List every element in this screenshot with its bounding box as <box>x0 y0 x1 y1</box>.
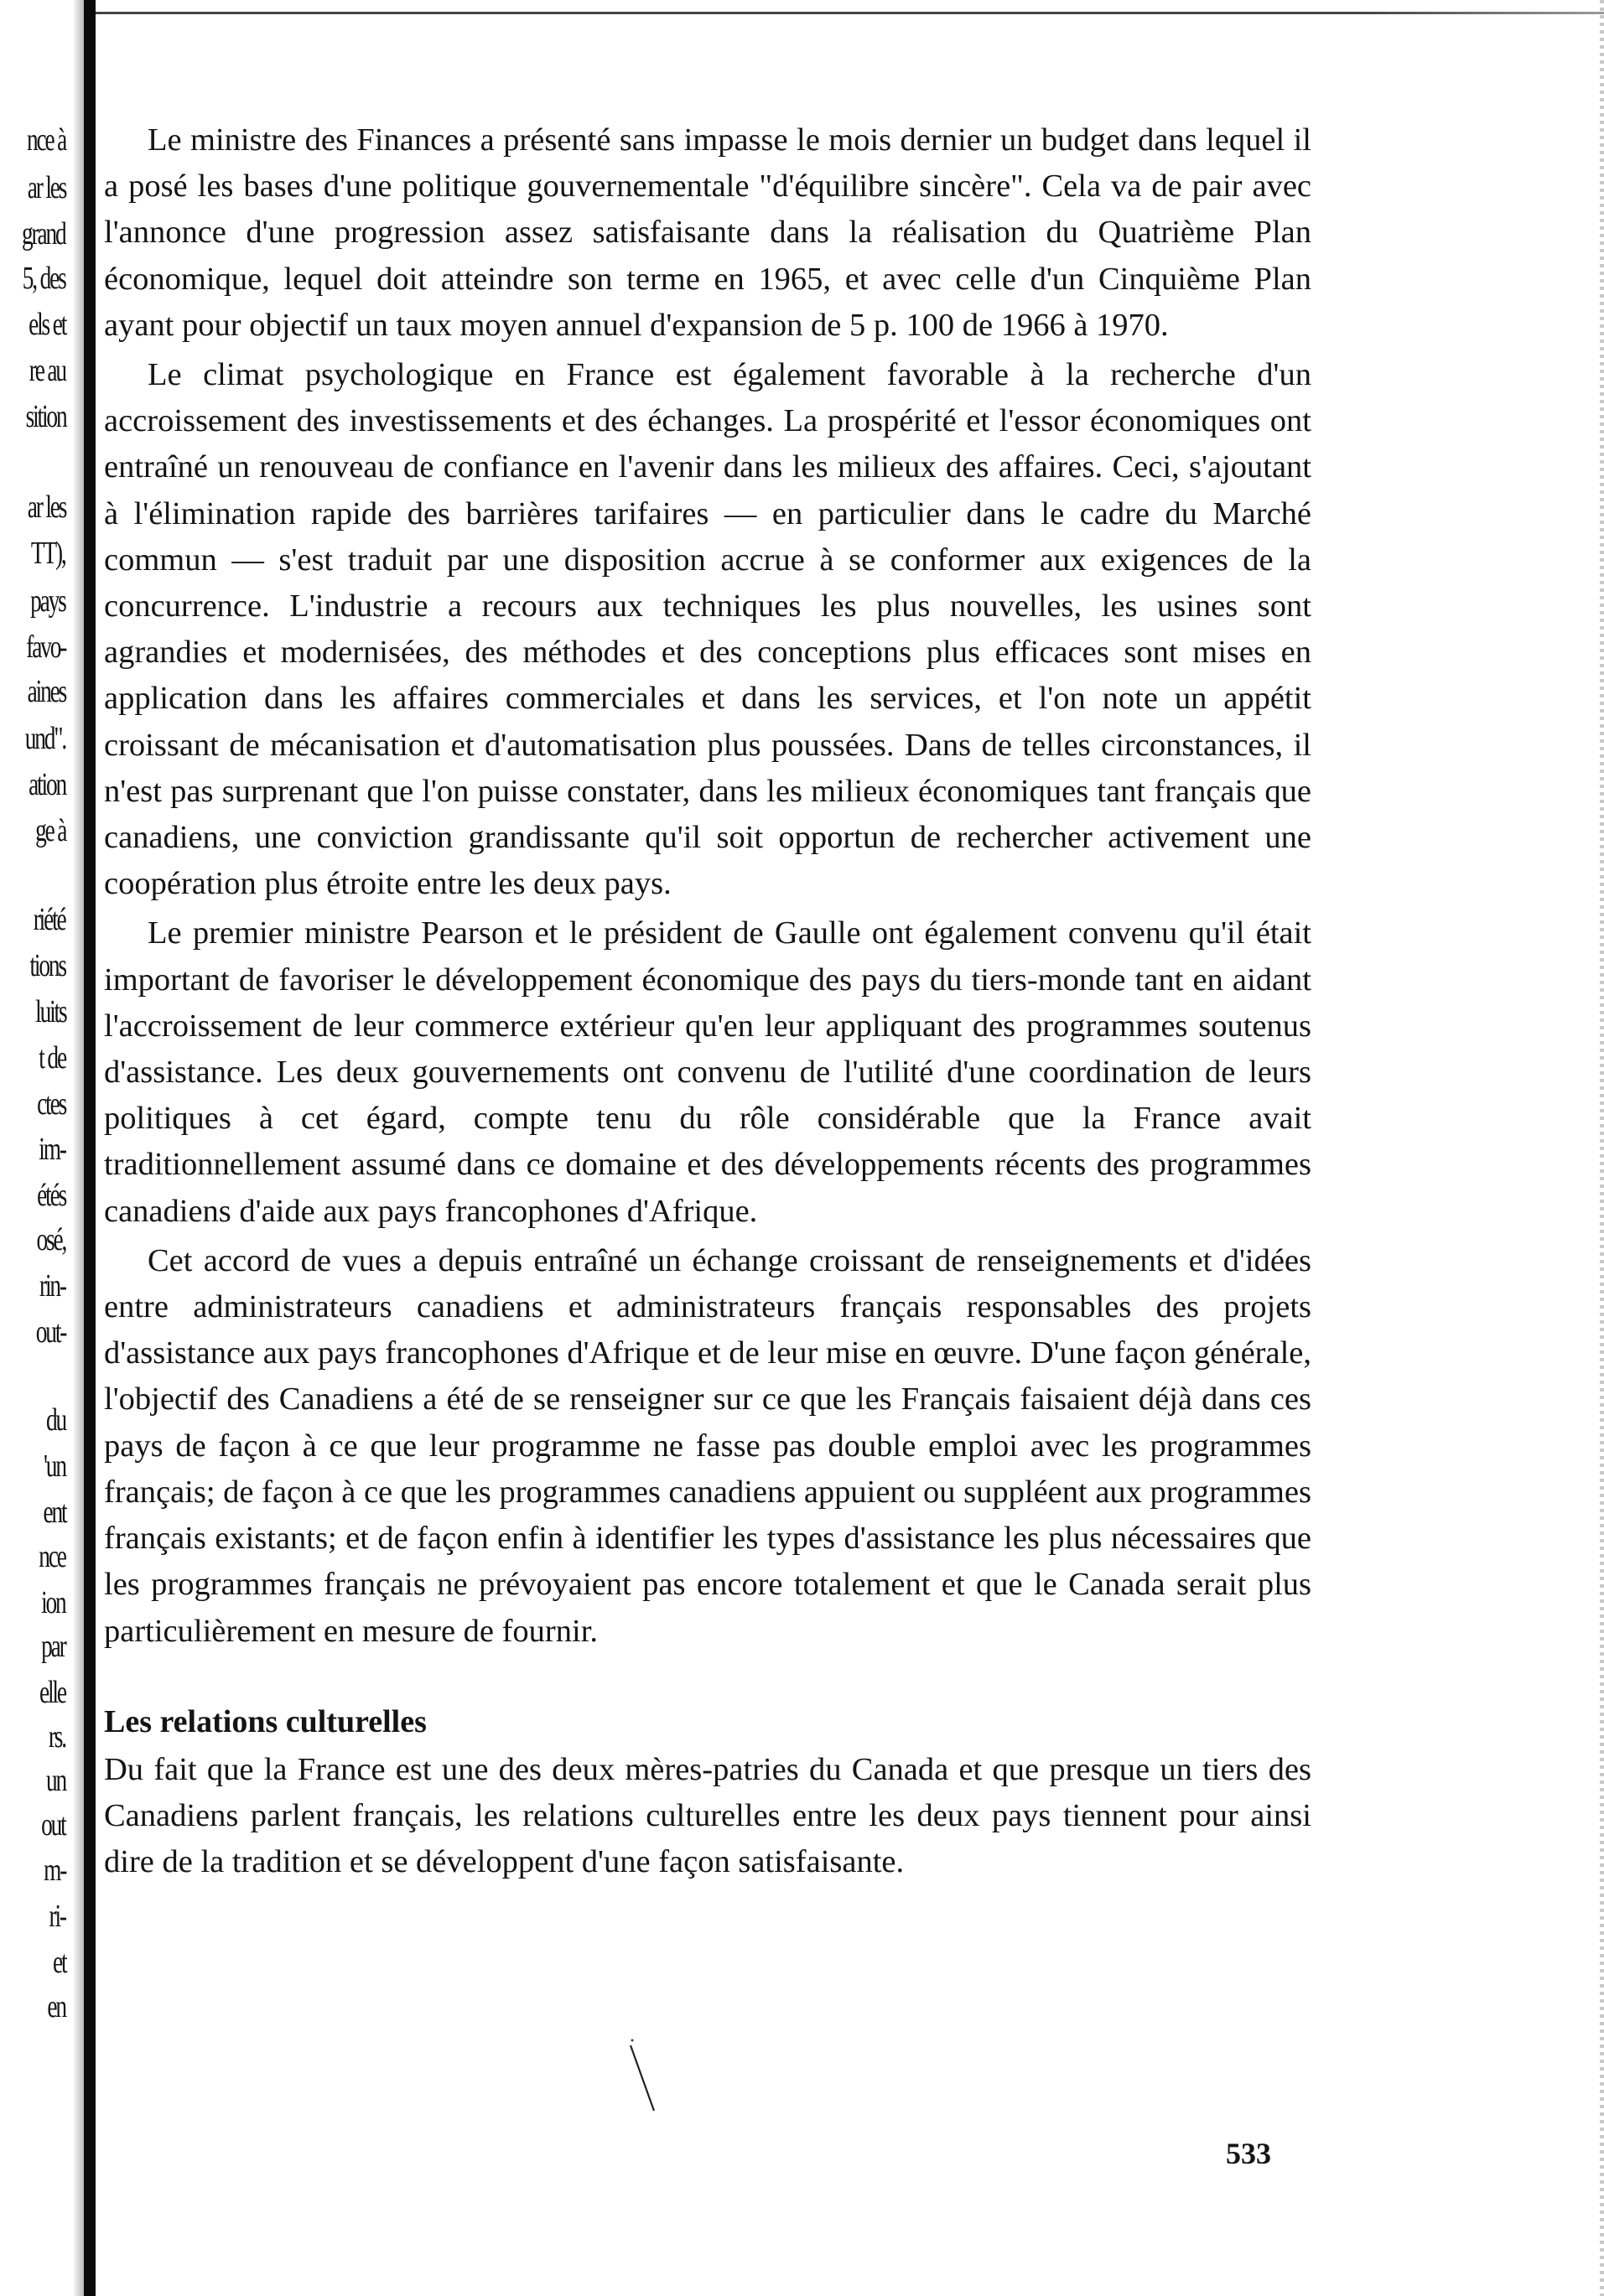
margin-fragment: un <box>45 1763 65 1798</box>
margin-fragment: nce à <box>26 122 65 158</box>
margin-fragment: en <box>47 1989 65 2024</box>
margin-fragment: grand <box>22 216 65 251</box>
page-number: 533 <box>1226 2137 1271 2170</box>
page-body <box>104 117 1311 1885</box>
margin-fragment: ri- <box>49 1899 65 1934</box>
margin-fragment: osé, <box>36 1222 65 1257</box>
paragraph-2: Le climat psychologique en France est également favorable à la recherche d'un accroissement des investissements et des échanges. La prospérité et l'essor économiques ont entraîné un renouveau de confiance en l'avenir dans les milieux des affaires. Ceci, s'ajoutant à l'élimination rapide des barrières tarifaires — en particulier dans le cadre du Marché commun — s'est traduit par une disposition accrue à se conformer aux exigences de la concurrence. L'industrie a recours aux techniques les plus nouvelles, les usines sont agrandies et modernisées, des méthodes et des conceptions plus efficaces sont mises en application dans les affaires commerciales et dans les services, et l'on note un appétit croissant de mécanisation et d'automatisation plus poussées. Dans de telles circonstances, il n'est pas surprenant que l'on puisse constater, dans les milieux économiques tant français que canadiens, une conviction grandissante qu'il soit opportun de rechercher activement une coopération plus étroite entre les deux pays. <box>104 357 1311 902</box>
margin-fragment: out <box>41 1807 65 1843</box>
margin-fragment: pays <box>30 583 65 619</box>
margin-fragment: im- <box>39 1132 65 1167</box>
margin-fragment: 'un <box>44 1449 65 1484</box>
left-page-margin-fragments <box>0 0 70 2296</box>
margin-fragment: du <box>45 1402 65 1438</box>
top-edge-rule <box>96 12 1604 14</box>
book-gutter-shadow <box>74 0 84 2296</box>
margin-fragment: ation <box>29 767 65 802</box>
margin-fragment: ctes <box>37 1086 65 1122</box>
paragraph-3: Le premier ministre Pearson et le président de Gaulle ont également convenu qu'il était important de favoriser le développement économique des pays du tiers-monde tant en aidant l'accroissement de leur commerce extérieur qu'en leur appliquant des programmes soutenus d'assistance. Les deux gouvernements ont convenu de l'utilité d'une coordination de leurs politiques à cet égard, compte tenu du rôle considérable que la France avait traditionnellement assumé dans ce domaine et des développements récents des programmes canadiens d'aide aux pays francophones d'Afrique. <box>104 915 1311 1229</box>
margin-fragment: out- <box>35 1314 65 1350</box>
margin-fragment: ar les <box>27 170 65 205</box>
margin-fragment: 5, des <box>23 261 65 296</box>
paragraph-4: Cet accord de vues a depuis entraîné un échange croissant de renseignements et d'idées entre administrateurs canadiens et administrateurs français responsables des projets d'assistance aux pays francophones d'Afrique et de leur mise en œuvre. D'une façon générale, l'objectif des Canadiens a été de se renseigner sur ce que les Français faisaient déjà dans ces pays de façon à ce que leur programme ne fasse pas double emploi avec les programmes français; de façon à ce que les programmes canadiens appuient ou suppléent aux programmes français existants; et de façon enfin à identifier les types d'assistance les plus nécessaires que les programmes français ne prévoyaient pas encore totalement et que le Canada serait plus particulièrement en mesure de fournir. <box>104 1242 1311 1649</box>
margin-fragment: re au <box>29 353 65 388</box>
margin-fragment: nce <box>39 1539 65 1574</box>
section-paragraph: Du fait que la France est une des deux mères-patries du Canada et que presque un tiers des Canadiens parlent français, les relations culturelles entre les deux pays tiennent pour ainsi dire de la tradition et se développent d'une façon satisfaisante. <box>104 1751 1311 1880</box>
margin-fragment: els et <box>28 307 65 342</box>
margin-fragment: TT), <box>31 536 65 571</box>
stray-pen-mark <box>620 2037 671 2121</box>
margin-fragment: ar les <box>27 490 65 525</box>
margin-fragment: étés <box>37 1178 65 1213</box>
margin-fragment: rin- <box>39 1268 65 1303</box>
margin-fragment: ge à <box>34 813 65 848</box>
book-spine <box>84 0 96 2296</box>
margin-fragment: riété <box>34 902 65 937</box>
margin-fragment: sition <box>25 399 65 434</box>
margin-fragment: aines <box>27 674 65 709</box>
margin-fragment: par <box>41 1629 65 1664</box>
margin-fragment: elle <box>39 1675 65 1710</box>
right-page-edge <box>1600 0 1604 2296</box>
paragraph-1: Le ministre des Finances a présenté sans impasse le mois dernier un budget dans lequel il a posé les bases d'une politique gouvernementale "d'équilibre sincère". Cela va de pair avec l'annonce d'une progression assez satisfaisante dans la réalisation du Quatrième Plan économique, lequel doit atteindre son terme en 1965, et avec celle d'un Cinquième Plan ayant pour objectif un taux moyen annuel d'expansion de 5 p. 100 de 1966 à 1970. <box>104 122 1311 343</box>
section-heading: Les relations culturelles <box>104 1703 427 1739</box>
margin-fragment: ent <box>43 1495 65 1530</box>
margin-fragment: et <box>52 1945 65 1980</box>
margin-fragment: luits <box>34 994 65 1029</box>
margin-fragment: tions <box>29 948 65 983</box>
margin-fragment: m- <box>43 1853 65 1888</box>
margin-fragment: rs. <box>48 1719 65 1754</box>
margin-fragment: und". <box>24 721 65 756</box>
margin-fragment: t de <box>39 1040 65 1075</box>
margin-fragment: ion <box>41 1585 65 1620</box>
margin-fragment: favo- <box>26 630 65 665</box>
